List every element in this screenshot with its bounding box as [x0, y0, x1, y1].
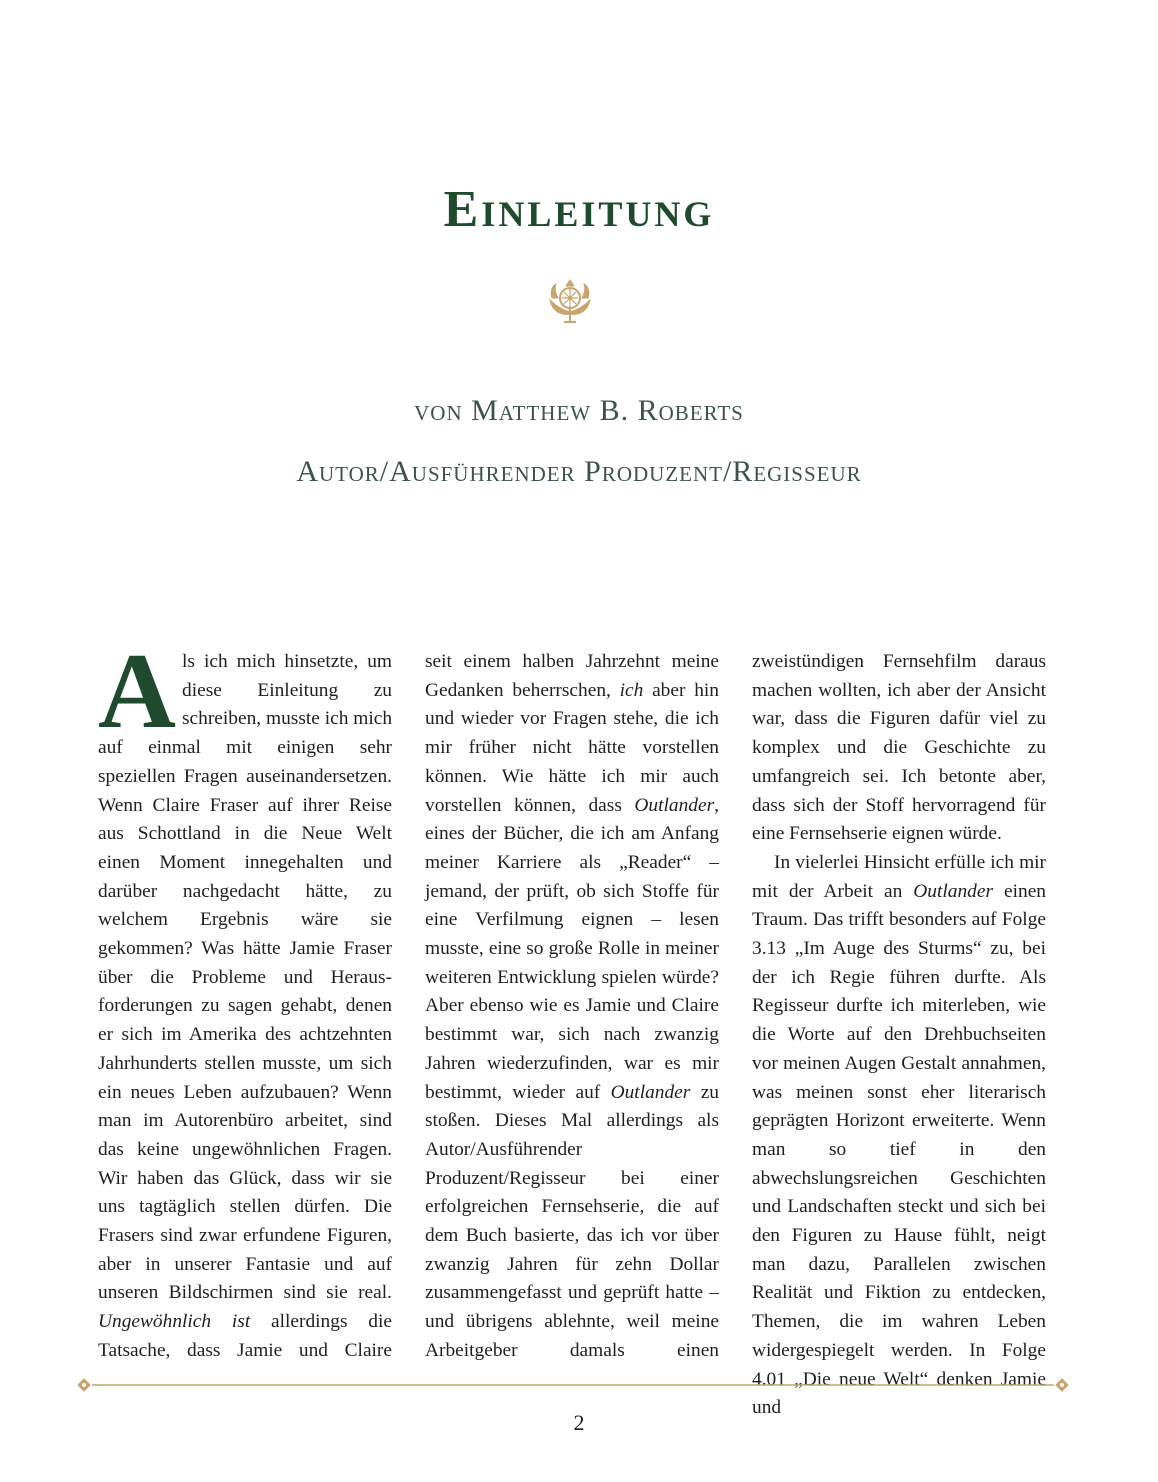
paragraph: zweistündigen Fernsehfilm daraus machen wollten, ich aber der Ansicht war, dass die Figuren dafür viel zu komplex und die Geschichte zu umfangreich sei. Ich betonte aber, dass sich der Stoff hervorragend für eine Fernsehserie eignen würde.: [752, 651, 1046, 845]
chapter-title: Einleitung: [443, 181, 715, 238]
paragraph: seit einem halben Jahrzehnt meine Gedanken beherrschen, ich aber hin und wieder vor Fragen stehe, die ich mir früher nicht hätte vorstellen können. Wie hätte ich mir auch vorstellen können, dass Outlander, eines der Bücher, die ich am Anfang meiner Karriere als „Reader“ – jemand, der prüft, ob sich Stoffe für eine Verfilmung eignen – lesen musste, eine so große Rolle in meiner weiteren Entwicklung spielen würde? Aber ebenso wie es Jamie und Claire bestimmt war, sich nach zwanzig Jahren wiederzufinden, war es mir bestimmt, wieder auf Outlander zu stoßen. Dieses Mal allerdings als Autor/Ausführender Produzent/Regisseur bei einer erfolgreichen Fernsehserie, die auf dem Buch basierte, das ich vor über zwanzig Jahren für zehn Dollar zusammengefasst und geprüft hatte – und übrigens ablehnte, weil meine Arbeitgeber damals einen: [425, 651, 719, 1361]
thistle-ornament-icon: [544, 276, 596, 328]
drop-cap: A: [98, 632, 176, 751]
text-column-1: [98, 632, 393, 1366]
ornamental-rule: [76, 1375, 1070, 1395]
paragraph: In vielerlei Hinsicht erfülle ich mir mit der Arbeit an Outlander einen Traum. Das trifft besonders auf Folge 3.13 „Im Auge des Sturms“ zu, bei der ich Regie führen durfte. Als Regisseur durfte ich miterleben, wie die Worte auf den Drehbuchseiten vor meinen Augen Gestalt annahmen, was meinen sonst eher literarisch geprägten Horizont erweiterte. Wenn man so tief in den abwechslungsreichen Geschichten und Landschaften steckt und sich bei den Figuren zu Hause fühlt, neigt man dazu, Parallelen zwischen Realität und Fiktion zu entdecken, Themen, die im wahren Leben widergespiegelt werden. In Folge 4.01 „Die neue Welt“ denken Jamie und: [752, 851, 1046, 1419]
text-column-2: [425, 648, 719, 1366]
text-column-3: [752, 648, 1046, 1423]
page-number: 2: [573, 1410, 585, 1435]
paragraph: Als ich mich hinsetzte, um diese Einleitung zu schreiben, musste ich mich auf einmal mit einigen sehr speziellen Fragen auseinandersetzen. Wenn Claire Fraser auf ihrer Reise aus Schottland in die Neue Welt einen Moment innegehalten und darüber nachgedacht hätte, zu welchem Ergebnis wäre sie gekommen? Was hätte Jamie Fraser über die Probleme und Herausforderungen zu sagen gehabt, denen er sich im Amerika des achtzehnten Jahrhunderts stellen musste, um sich ein neues Leben aufzubauen? Wenn man im Autorenbüro arbeitet, sind das keine ungewöhnlichen Fragen. Wir haben das Glück, dass wir sie uns tagtäglich stellen dürfen. Die Frasers sind zwar erfundene Figuren, aber in unserer Fantasie und auf unseren Bildschirmen sind sie real. Ungewöhnlich ist allerdings die Tatsache, dass Jamie und Claire: [98, 632, 393, 1361]
byline-author: von Matthew B. Roberts: [414, 394, 744, 427]
byline-role: Autor/Ausführender Produzent/Regisseur: [296, 455, 862, 488]
